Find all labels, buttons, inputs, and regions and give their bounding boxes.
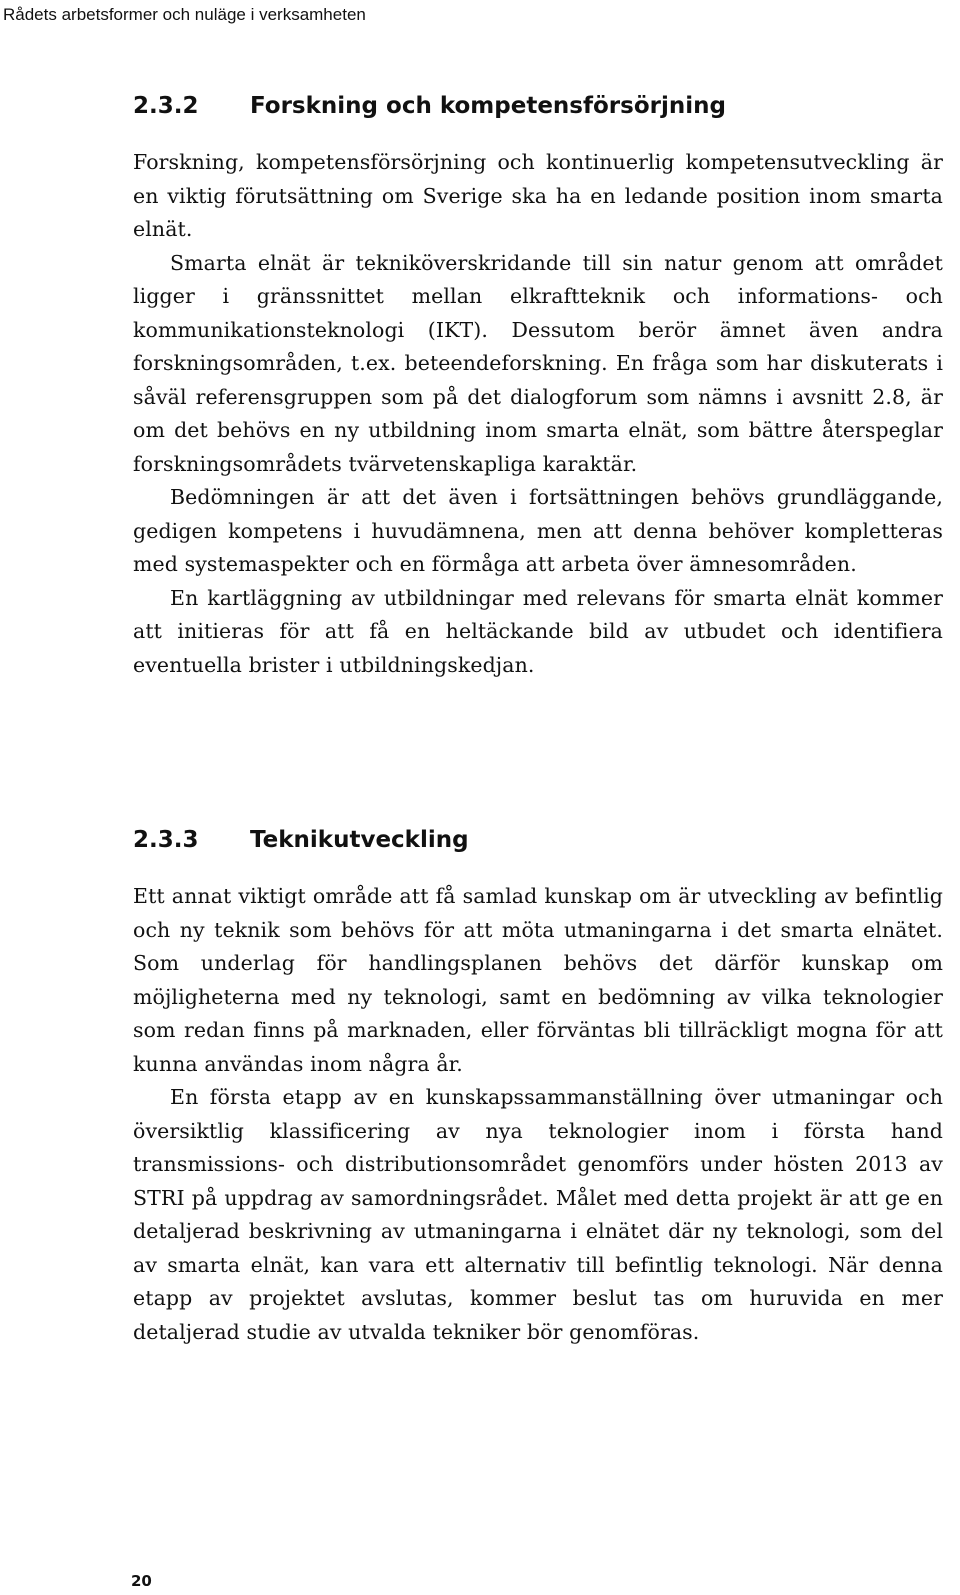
section-heading-2-3-3: [133, 825, 469, 855]
section-body-2-3-3: [133, 880, 943, 1349]
running-header: Rådets arbetsformer och nuläge i verksamheten: [3, 5, 366, 24]
paragraph: Forskning, kompetensförsörjning och kontinuerlig kompetensutveckling är en viktig förutsättning om Sverige ska ha en ledande position inom smarta elnät.: [133, 150, 943, 241]
section-title: Forskning och kompetensförsörjning: [250, 93, 726, 119]
section-body-2-3-2: [133, 146, 943, 682]
paragraph: En första etapp av en kunskapssammanställning över utmaningar och översiktlig klassificering av nya teknologier inom i första hand transmissions- och distributionsområdet genomförs under hösten 2013 av STRI på uppdrag av samordningsrådet. Målet med detta projekt är att ge en detaljerad beskrivning av utmaningarna i elnätet där ny teknologi, som del av smarta elnät, kan vara ett alternativ till befintlig teknologi. När denna etapp av projektet avslutas, kommer beslut tas om huruvida en mer detaljerad studie av utvalda tekniker bör genomföras.: [133, 1085, 943, 1344]
page-number: 20: [131, 1572, 152, 1590]
paragraph: Bedömningen är att det även i fortsättningen behövs grundläggande, gedigen kompetens i huvudämnena, men att denna behöver kompletteras med systemaspekter och en förmåga att arbeta över ämnesområden.: [133, 485, 943, 576]
section-heading-2-3-2: [133, 91, 726, 121]
paragraph: Smarta elnät är tekniköverskridande till sin natur genom att området ligger i gränssnittet mellan elkraftteknik och informations- och kommunikationsteknologi (IKT). Dessutom berör ämnet även andra forskningsområden, t.ex. beteendeforskning. En fråga som har diskuterats i såväl referensgruppen som på det dialogforum som nämns i avsnitt 2.8, är om det behövs en ny utbildning inom smarta elnät, som bättre återspeglar forskningsområdets tvärvetenskapliga karaktär.: [133, 250, 943, 476]
section-number: 2.3.3: [133, 827, 199, 853]
section-title: Teknikutveckling: [250, 827, 469, 853]
section-number: 2.3.2: [133, 93, 199, 119]
paragraph: En kartläggning av utbildningar med relevans för smarta elnät kommer att initieras för att få en heltäckande bild av utbudet och identifiera eventuella brister i utbildningskedjan.: [133, 585, 943, 677]
paragraph: Ett annat viktigt område att få samlad kunskap om är utveckling av befintlig och ny teknik som behövs för att möta utmaningarna i det smarta elnätet. Som underlag för handlingsplanen behövs det därför kunskap om möjligheterna med ny teknologi, samt en bedömning av vilka teknologier som redan finns på marknaden, eller förväntas bli tillräckligt mogna för att kunna användas inom några år.: [133, 884, 943, 1076]
